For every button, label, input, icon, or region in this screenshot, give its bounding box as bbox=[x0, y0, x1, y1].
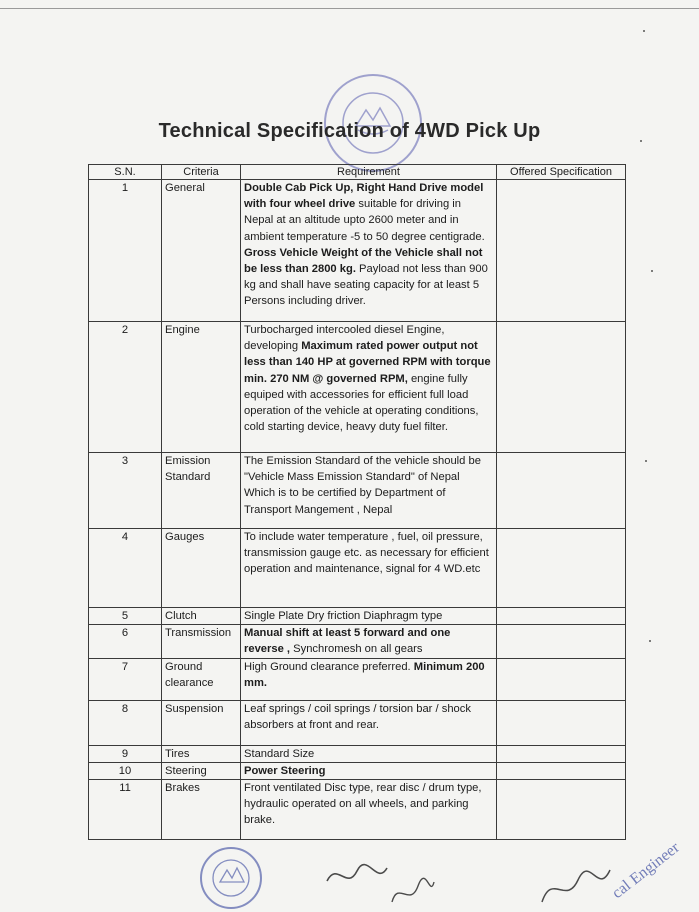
row-offered-specification bbox=[497, 762, 626, 779]
signature-1 bbox=[322, 856, 392, 896]
row-criteria: Engine bbox=[162, 322, 241, 453]
row-offered-specification bbox=[497, 608, 626, 625]
row-criteria: Transmission bbox=[162, 625, 241, 658]
specification-table bbox=[88, 164, 626, 840]
row-requirement bbox=[241, 625, 497, 658]
municipality-stamp bbox=[176, 838, 286, 910]
row-criteria: Emission Standard bbox=[162, 453, 241, 529]
row-criteria: Gauges bbox=[162, 529, 241, 608]
scan-speck bbox=[649, 640, 651, 642]
row-offered-specification bbox=[497, 745, 626, 762]
row-sn: 3 bbox=[89, 453, 162, 529]
row-offered-specification bbox=[497, 529, 626, 608]
table-row bbox=[89, 658, 626, 700]
row-requirement bbox=[241, 608, 497, 625]
scan-speck bbox=[643, 30, 645, 32]
requirement-text: Leaf springs / coil springs / torsion bar / shock absorbers at front and rear. bbox=[244, 702, 471, 731]
requirement-text: Payload not less than 900 kg and shall have seating capacity for at least 5 Persons including driver. bbox=[244, 263, 488, 308]
requirement-text: Synchromesh on all gears bbox=[290, 643, 423, 656]
row-criteria: Ground clearance bbox=[162, 658, 241, 700]
row-requirement bbox=[241, 745, 497, 762]
row-requirement bbox=[241, 700, 497, 745]
row-criteria: Suspension bbox=[162, 700, 241, 745]
page-top-edge bbox=[0, 8, 699, 9]
row-requirement bbox=[241, 180, 497, 322]
row-offered-specification bbox=[497, 780, 626, 840]
row-criteria: Tires bbox=[162, 745, 241, 762]
requirement-text: To include water temperature , fuel, oil pressure, transmission gauge etc. as necessary for efficient operation and maintenance, signal for 4 WD.etc bbox=[244, 531, 489, 576]
row-criteria: Brakes bbox=[162, 780, 241, 840]
requirement-text: Front ventilated Disc type, rear disc / drum type, hydraulic operated on all wheels, and parking brake. bbox=[244, 782, 482, 827]
row-sn: 9 bbox=[89, 745, 162, 762]
row-offered-specification bbox=[497, 658, 626, 700]
row-offered-specification bbox=[497, 453, 626, 529]
row-sn: 6 bbox=[89, 625, 162, 658]
row-sn: 4 bbox=[89, 529, 162, 608]
table-header-row bbox=[89, 165, 626, 180]
row-sn: 11 bbox=[89, 780, 162, 840]
requirement-text: Maximum rated power output not less than 140 HP at governed RPM with torque min. 270 NM @ governed RPM, bbox=[244, 340, 491, 385]
requirement-text: Single Plate Dry friction Diaphragm type bbox=[244, 610, 443, 622]
row-offered-specification bbox=[497, 700, 626, 745]
table-row bbox=[89, 608, 626, 625]
table-row bbox=[89, 322, 626, 453]
row-offered-specification bbox=[497, 322, 626, 453]
row-criteria: General bbox=[162, 180, 241, 322]
row-sn: 7 bbox=[89, 658, 162, 700]
table-row bbox=[89, 625, 626, 658]
requirement-text: Turbocharged intercooled diesel Engine, developing bbox=[244, 324, 445, 353]
requirement-text: Power Steering bbox=[244, 764, 326, 777]
row-offered-specification bbox=[497, 180, 626, 322]
table-row bbox=[89, 745, 626, 762]
requirement-text: Gross Vehicle Weight of the Vehicle shall not be less than 2800 kg. bbox=[244, 246, 483, 276]
requirement-text: High Ground clearance preferred. bbox=[244, 660, 414, 673]
row-sn: 2 bbox=[89, 322, 162, 453]
row-criteria: Clutch bbox=[162, 608, 241, 625]
table-body bbox=[89, 180, 626, 840]
row-sn: 10 bbox=[89, 762, 162, 779]
row-sn: 5 bbox=[89, 608, 162, 625]
row-criteria: Steering bbox=[162, 762, 241, 779]
row-requirement bbox=[241, 529, 497, 608]
row-sn: 1 bbox=[89, 180, 162, 322]
requirement-text: Minimum 200 mm. bbox=[244, 660, 485, 689]
row-requirement bbox=[241, 453, 497, 529]
requirement-text: The Emission Standard of the vehicle should be "Vehicle Mass Emission Standard" of Nepal Which is to be certified by Department of Transport Mangement , Nepal bbox=[244, 455, 481, 516]
row-offered-specification bbox=[497, 625, 626, 658]
row-sn: 8 bbox=[89, 700, 162, 745]
row-requirement bbox=[241, 762, 497, 779]
table-row bbox=[89, 700, 626, 745]
header-criteria: Criteria bbox=[162, 165, 241, 180]
header-requirement: Requirement bbox=[241, 165, 497, 180]
scan-speck bbox=[640, 140, 642, 142]
row-requirement bbox=[241, 658, 497, 700]
requirement-text: engine fully equiped with accessories for efficient full load operation of the vehicle at operating conditions, cold starting device, heavy duty fuel filter. bbox=[244, 372, 479, 434]
table-row bbox=[89, 780, 626, 840]
scan-speck bbox=[645, 460, 647, 462]
header-offered-specification: Offered Specification bbox=[497, 165, 626, 180]
table-row bbox=[89, 180, 626, 322]
requirement-text: Manual shift at least 5 forward and one reverse , bbox=[244, 627, 451, 656]
header-sn: S.N. bbox=[89, 165, 162, 180]
signature-2 bbox=[388, 872, 438, 910]
row-requirement bbox=[241, 322, 497, 453]
page-title: Technical Specification of 4WD Pick Up bbox=[158, 120, 541, 142]
table-row bbox=[89, 453, 626, 529]
table-row bbox=[89, 762, 626, 779]
row-requirement bbox=[241, 780, 497, 840]
table-row bbox=[89, 529, 626, 608]
requirement-text: Double Cab Pick Up, Right Hand Drive model with four wheel drive bbox=[244, 182, 484, 211]
scan-speck bbox=[651, 270, 653, 272]
engineer-stamp-text: cal Engineer bbox=[608, 839, 683, 903]
requirement-text: Standard Size bbox=[244, 747, 315, 760]
requirement-text: suitable for driving in Nepal at an altitude upto 2600 meter and in ambient temperature -5 to 50 degree centigrade. bbox=[244, 198, 485, 243]
engineer-stamp bbox=[598, 832, 699, 912]
